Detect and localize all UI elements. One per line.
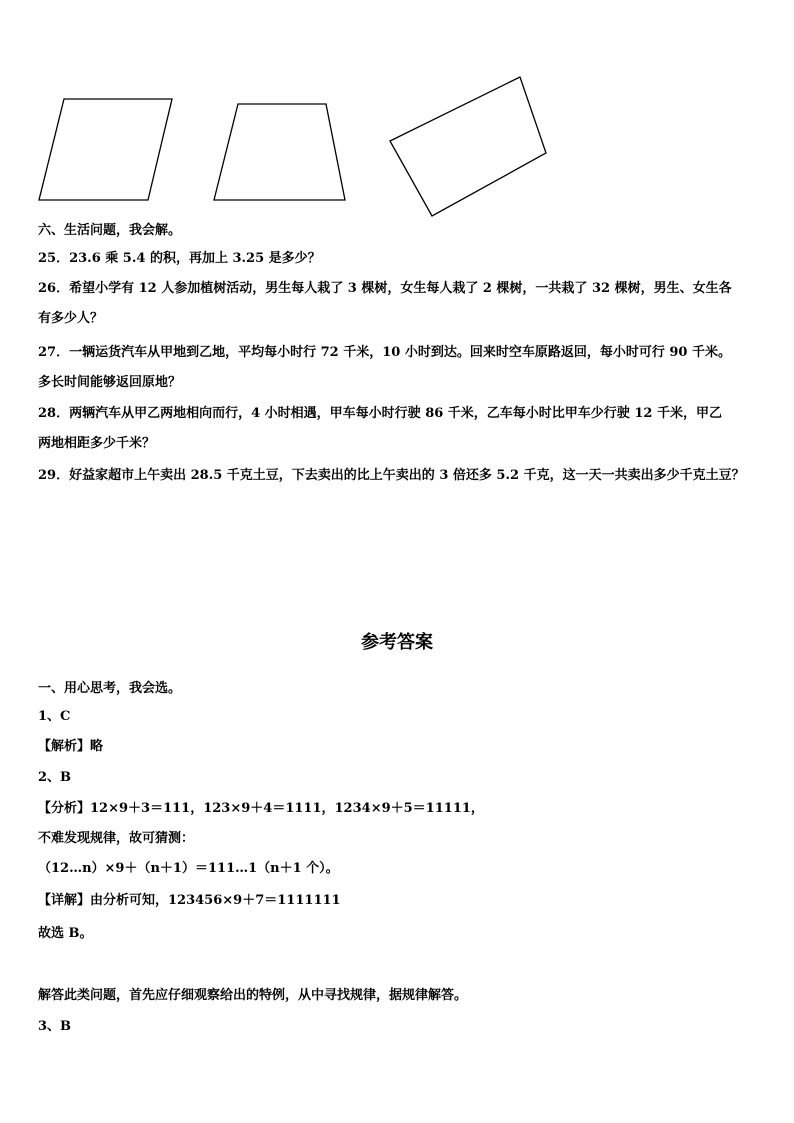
section-heading: 六、生活问题，我会解。 bbox=[38, 223, 182, 238]
parallelogram-shape bbox=[39, 99, 172, 200]
question-28-line2: 两地相距多少千米？ bbox=[38, 436, 156, 451]
answer-2: 2、B bbox=[38, 770, 72, 785]
answer-2-analysis: 【分析】12×9＋3＝111，123×9＋4＝1111，1234×9＋5＝11111， bbox=[38, 801, 484, 816]
rectangle-shape bbox=[390, 77, 546, 216]
question-27-line1: 27．一辆运货汽车从甲地到乙地，平均每小时行 72 千米，10 小时到达。回来时空车原路返回，每小时可行 90 千米。 bbox=[38, 345, 731, 360]
question-26-line1: 26．希望小学有 12 人参加植树活动，男生每人栽了 3 棵树，女生每人栽了 2 棵树，一共栽了 32 棵树，男生、女生各 bbox=[38, 281, 732, 296]
question-28-line1: 28．两辆汽车从甲乙两地相向而行，4 小时相遇，甲车每小时行驶 86 千米，乙车每小时比甲车少行驶 12 千米，甲乙 bbox=[38, 406, 722, 421]
question-29: 29．好益家超市上午卖出 28.5 千克土豆，下去卖出的比上午卖出的 3 倍还多 5.2 千克，这一天一共卖出多少千克土豆？ bbox=[38, 468, 745, 483]
answer-section-heading: 一、用心思考，我会选。 bbox=[38, 681, 182, 696]
question-27-line2: 多长时间能够返回原地？ bbox=[38, 375, 182, 390]
question-26-line2: 有多少人？ bbox=[38, 311, 104, 326]
trapezoid-shape bbox=[214, 104, 345, 200]
answer-2-detail: 【详解】由分析可知，123456×9＋7＝1111111 bbox=[38, 893, 341, 908]
answer-2-pattern: 不难发现规律，故可猜测： bbox=[38, 831, 195, 846]
answer-3: 3、B bbox=[38, 1019, 72, 1034]
answer-1-analysis: 【解析】略 bbox=[38, 739, 104, 754]
answer-2-note: 解答此类问题，首先应仔细观察给出的特例，从中寻找规律，据规律解答。 bbox=[38, 988, 468, 1003]
question-25: 25．23.6 乘 5.4 的积，再加上 3.25 是多少？ bbox=[38, 251, 321, 266]
answer-1: 1、C bbox=[38, 709, 71, 724]
answer-2-formula: （12…n）×9＋（n＋1）＝111…1（n＋1 个）。 bbox=[38, 861, 339, 876]
answer-2-choice: 故选 B。 bbox=[38, 926, 93, 941]
answers-title: 参考答案 bbox=[361, 632, 433, 653]
geometry-figures bbox=[0, 0, 794, 230]
